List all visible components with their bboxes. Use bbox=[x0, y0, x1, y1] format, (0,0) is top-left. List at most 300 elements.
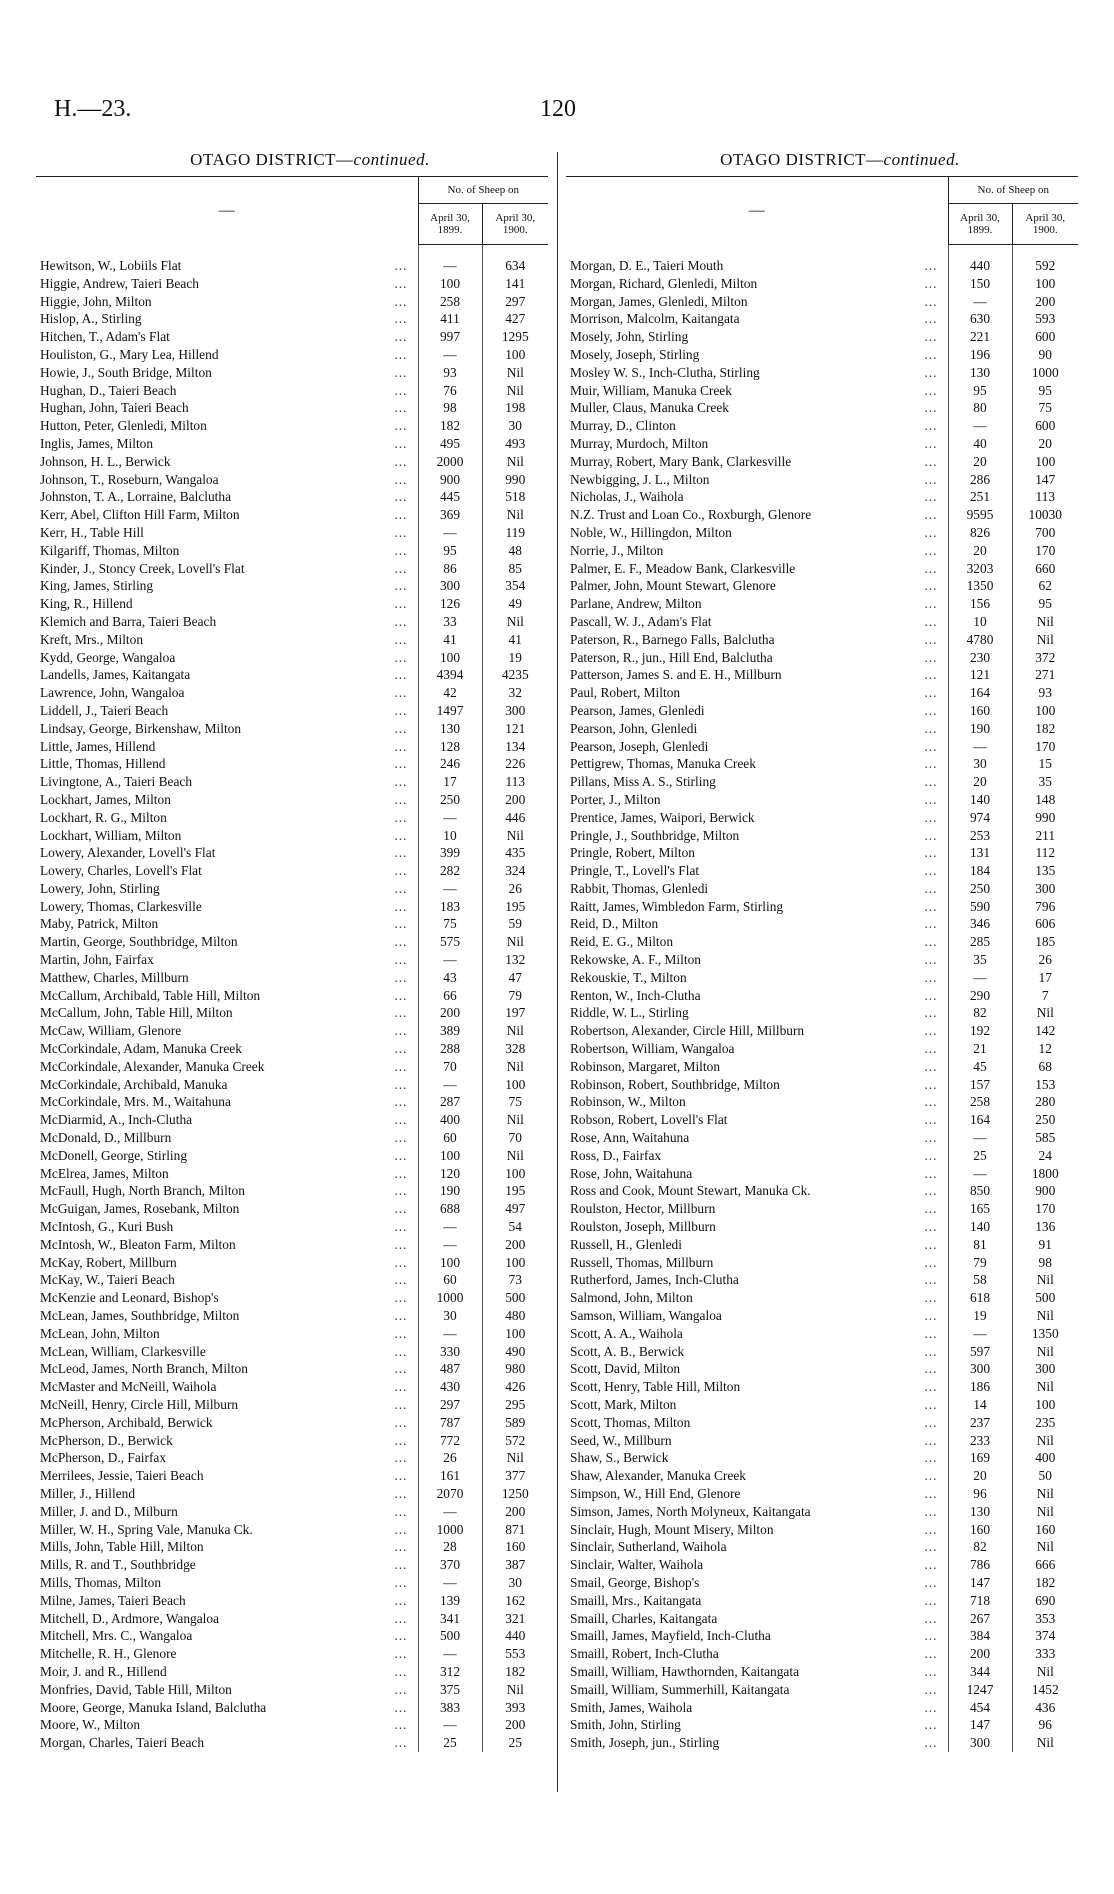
sheep-1900-cell: 121 bbox=[505, 720, 526, 736]
dot-leader: ... bbox=[924, 489, 938, 505]
sheep-1900-cell: 41 bbox=[508, 631, 522, 647]
owner-cell bbox=[36, 1360, 418, 1378]
owner-cell bbox=[566, 915, 948, 933]
dot-leader: ... bbox=[394, 791, 408, 807]
table-row bbox=[36, 720, 548, 738]
dot-leader: ... bbox=[394, 720, 408, 736]
dot-leader: ... bbox=[394, 1735, 408, 1751]
sheep-1900-cell: 333 bbox=[1035, 1646, 1056, 1662]
sheep-1899-cell: 233 bbox=[948, 1432, 1012, 1450]
sheep-1900-cell: 30 bbox=[508, 1574, 522, 1590]
sheep-1899-cell: 82 bbox=[948, 1538, 1012, 1556]
owner-cell bbox=[36, 1254, 418, 1272]
sheep-1900-cell: 593 bbox=[1035, 311, 1056, 327]
table-row bbox=[36, 1663, 548, 1681]
table-row bbox=[566, 631, 1078, 649]
sheep-1899-cell: 156 bbox=[948, 595, 1012, 613]
dot-leader: ... bbox=[924, 1343, 938, 1359]
table-row bbox=[36, 1307, 548, 1325]
owner-cell bbox=[566, 488, 948, 506]
sheep-1900-cell: 1800 bbox=[1031, 1165, 1059, 1181]
table-row bbox=[566, 1432, 1078, 1450]
dot-leader: ... bbox=[924, 400, 938, 416]
sheep-1900-cell: 435 bbox=[505, 845, 526, 861]
dot-leader: ... bbox=[924, 418, 938, 434]
sheep-1900-cell: 377 bbox=[505, 1468, 526, 1484]
owner-name: Muller, Claus, Manuka Creek bbox=[570, 400, 732, 415]
dot-leader: ... bbox=[394, 453, 408, 469]
table-row bbox=[566, 951, 1078, 969]
sheep-1899-cell: 772 bbox=[418, 1432, 482, 1450]
table-row bbox=[566, 417, 1078, 435]
sheep-1900-cell: 436 bbox=[1035, 1699, 1056, 1715]
owner-cell bbox=[36, 506, 418, 524]
sheep-1900-cell: 135 bbox=[1035, 863, 1056, 879]
dot-leader: ... bbox=[394, 1308, 408, 1324]
dot-leader: ... bbox=[394, 1219, 408, 1235]
sheep-1900-cell: 32 bbox=[508, 685, 522, 701]
sheep-1900-cell: 490 bbox=[505, 1343, 526, 1359]
owner-cell bbox=[36, 1627, 418, 1645]
sheep-1899-cell: 250 bbox=[418, 791, 482, 809]
sheep-1900-cell: 148 bbox=[1035, 791, 1056, 807]
sheep-1899-cell: 58 bbox=[948, 1271, 1012, 1289]
sheep-1900-cell: Nil bbox=[1036, 1432, 1054, 1448]
owner-name: King, James, Stirling bbox=[40, 578, 156, 593]
dot-leader: ... bbox=[924, 1290, 938, 1306]
dot-leader: ... bbox=[394, 667, 408, 683]
owner-name: Shaw, S., Berwick bbox=[570, 1450, 671, 1465]
dot-leader: ... bbox=[924, 774, 938, 790]
owner-name: Simson, James, North Molyneux, Kaitangata bbox=[570, 1504, 814, 1519]
dot-leader: ... bbox=[924, 1112, 938, 1128]
owner-cell bbox=[566, 1022, 948, 1040]
dot-leader: ... bbox=[394, 1468, 408, 1484]
owner-name: Johnson, T., Roseburn, Wangaloa bbox=[40, 472, 222, 487]
sheep-1900-cell: 200 bbox=[505, 1236, 526, 1252]
sheep-1900-cell: Nil bbox=[506, 364, 524, 380]
dot-leader: ... bbox=[924, 1485, 938, 1501]
owner-cell bbox=[36, 1111, 418, 1129]
dot-leader: ... bbox=[394, 1130, 408, 1146]
sheep-1900-cell: 200 bbox=[505, 791, 526, 807]
dot-leader: ... bbox=[924, 1361, 938, 1377]
dot-leader: ... bbox=[924, 382, 938, 398]
table-row bbox=[36, 1467, 548, 1485]
owner-cell bbox=[36, 1165, 418, 1183]
table-row bbox=[566, 862, 1078, 880]
owner-cell bbox=[566, 1200, 948, 1218]
sheep-1900-cell: 95 bbox=[1038, 596, 1052, 612]
sheep-1900-cell: Nil bbox=[1036, 1735, 1054, 1751]
owner-cell bbox=[566, 755, 948, 773]
table-row bbox=[36, 275, 548, 293]
owner-cell bbox=[566, 1218, 948, 1236]
sheep-1900-cell: 796 bbox=[1035, 898, 1056, 914]
owner-cell bbox=[566, 862, 948, 880]
owner-name: Milne, James, Taieri Beach bbox=[40, 1593, 189, 1608]
sheep-1899-cell: 287 bbox=[418, 1093, 482, 1111]
sheep-1900-cell: 328 bbox=[505, 1041, 526, 1057]
owner-name: McCorkindale, Archibald, Manuka bbox=[40, 1077, 230, 1092]
sheep-1899-cell: 70 bbox=[418, 1058, 482, 1076]
table-row bbox=[36, 702, 548, 720]
table-row bbox=[36, 346, 548, 364]
dot-leader: ... bbox=[924, 1450, 938, 1466]
sheep-1900-cell: 226 bbox=[505, 756, 526, 772]
sheep-1900-cell: 497 bbox=[505, 1201, 526, 1217]
table-row bbox=[566, 1218, 1078, 1236]
owner-cell bbox=[36, 1467, 418, 1485]
dot-leader: ... bbox=[924, 1735, 938, 1751]
dot-leader: ... bbox=[924, 863, 938, 879]
table-row bbox=[566, 1129, 1078, 1147]
table-row bbox=[566, 969, 1078, 987]
owner-name: McKay, W., Taieri Beach bbox=[40, 1272, 178, 1287]
sheep-1899-cell: 20 bbox=[948, 542, 1012, 560]
sheep-1900-cell: 19 bbox=[508, 649, 522, 665]
table-row bbox=[36, 684, 548, 702]
table-row bbox=[36, 595, 548, 613]
sheep-1899-cell: 190 bbox=[948, 720, 1012, 738]
owner-name: Palmer, E. F., Meadow Bank, Clarkesville bbox=[570, 561, 798, 576]
table-row bbox=[566, 1681, 1078, 1699]
sheep-1899-cell: 184 bbox=[948, 862, 1012, 880]
owner-cell bbox=[566, 1610, 948, 1628]
owner-name: McPherson, D., Fairfax bbox=[40, 1450, 169, 1465]
owner-cell bbox=[566, 1058, 948, 1076]
dot-leader: ... bbox=[924, 257, 938, 273]
dot-leader: ... bbox=[394, 1183, 408, 1199]
owner-cell bbox=[36, 1610, 418, 1628]
table-row bbox=[566, 346, 1078, 364]
sheep-1900-cell: 211 bbox=[1035, 827, 1056, 843]
owner-cell bbox=[566, 1574, 948, 1592]
dot-leader: ... bbox=[924, 969, 938, 985]
dot-leader: ... bbox=[924, 1432, 938, 1448]
sheep-1900-cell: Nil bbox=[506, 1112, 524, 1128]
table-row bbox=[566, 275, 1078, 293]
sheep-1900-cell: 85 bbox=[508, 560, 522, 576]
owner-cell bbox=[36, 666, 418, 684]
owner-cell bbox=[36, 1325, 418, 1343]
dot-leader: ... bbox=[394, 987, 408, 1003]
sheep-1899-cell: 575 bbox=[418, 933, 482, 951]
sheep-1900-cell: Nil bbox=[506, 1147, 524, 1163]
owner-name: Pringle, T., Lovell's Flat bbox=[570, 863, 702, 878]
sheep-1900-cell: 147 bbox=[1035, 471, 1056, 487]
owner-cell bbox=[36, 898, 418, 916]
dot-leader: ... bbox=[394, 1272, 408, 1288]
table-row bbox=[566, 933, 1078, 951]
sheep-1900-cell: 592 bbox=[1035, 258, 1056, 273]
owner-name: Moore, W., Milton bbox=[40, 1717, 143, 1732]
owner-name: Roulston, Hector, Millburn bbox=[570, 1201, 718, 1216]
sheep-1899-cell: 183 bbox=[418, 898, 482, 916]
owner-name: Murray, D., Clinton bbox=[570, 418, 679, 433]
sheep-1899-cell: 157 bbox=[948, 1076, 1012, 1094]
sheep-1899-cell: 21 bbox=[948, 1040, 1012, 1058]
sheep-1900-cell: 446 bbox=[505, 809, 526, 825]
sheep-1899-cell: 41 bbox=[418, 631, 482, 649]
owner-name: Johnson, H. L., Berwick bbox=[40, 454, 174, 469]
table-row bbox=[36, 1360, 548, 1378]
sheep-1900-cell: 15 bbox=[1038, 756, 1052, 772]
table-row bbox=[36, 755, 548, 773]
dot-leader: ... bbox=[394, 1503, 408, 1519]
dot-leader: ... bbox=[924, 1646, 938, 1662]
table-row bbox=[36, 364, 548, 382]
owner-name: Salmond, John, Milton bbox=[570, 1290, 696, 1305]
table-row bbox=[36, 1485, 548, 1503]
sheep-1899-cell: 1000 bbox=[418, 1289, 482, 1307]
sheep-1900-cell: Nil bbox=[1036, 1272, 1054, 1288]
owner-name: Landells, James, Kaitangata bbox=[40, 667, 193, 682]
sheep-1899-cell: — bbox=[948, 417, 1012, 435]
sheep-1899-cell: 121 bbox=[948, 666, 1012, 684]
owner-name: Morrison, Malcolm, Kaitangata bbox=[570, 311, 743, 326]
dot-leader: ... bbox=[924, 471, 938, 487]
owner-name: Hislop, A., Stirling bbox=[40, 311, 145, 326]
owner-name: Smaill, William, Hawthornden, Kaitangata bbox=[570, 1664, 802, 1679]
owner-cell bbox=[566, 1343, 948, 1361]
sheep-1899-cell: 160 bbox=[948, 1521, 1012, 1539]
table-row bbox=[566, 1414, 1078, 1432]
col-1900-header: April 30, 1900. bbox=[482, 204, 548, 245]
sheep-1899-cell: 140 bbox=[948, 791, 1012, 809]
sheep-1900-cell: 354 bbox=[505, 578, 526, 594]
table-row bbox=[566, 506, 1078, 524]
sheep-1900-cell: 136 bbox=[1035, 1219, 1056, 1235]
sheep-1899-cell: 718 bbox=[948, 1592, 1012, 1610]
sheep-1900-cell: 1000 bbox=[1031, 364, 1059, 380]
sheep-1899-cell: 454 bbox=[948, 1699, 1012, 1717]
table-row bbox=[36, 435, 548, 453]
table-row bbox=[566, 720, 1078, 738]
owner-cell bbox=[566, 346, 948, 364]
dot-leader: ... bbox=[924, 578, 938, 594]
dot-leader: ... bbox=[924, 1236, 938, 1252]
dot-leader: ... bbox=[394, 1699, 408, 1715]
table-row bbox=[566, 1521, 1078, 1539]
owner-name: McLean, John, Milton bbox=[40, 1326, 163, 1341]
sheep-1899-cell: — bbox=[948, 293, 1012, 311]
sheep-1900-cell: 197 bbox=[505, 1005, 526, 1021]
owner-cell bbox=[566, 613, 948, 631]
table-row bbox=[566, 1200, 1078, 1218]
owner-name: McPherson, Archibald, Berwick bbox=[40, 1415, 216, 1430]
sheep-1899-cell: 19 bbox=[948, 1307, 1012, 1325]
table-row bbox=[36, 1325, 548, 1343]
owner-name: Shaw, Alexander, Manuka Creek bbox=[570, 1468, 749, 1483]
table-row bbox=[566, 1538, 1078, 1556]
sheep-1899-cell: 130 bbox=[418, 720, 482, 738]
dot-leader: ... bbox=[394, 827, 408, 843]
owner-name: Rekowske, A. F., Milton bbox=[570, 952, 704, 967]
dot-leader: ... bbox=[394, 969, 408, 985]
sheep-1899-cell: 42 bbox=[418, 684, 482, 702]
sheep-1899-cell: — bbox=[418, 1574, 482, 1592]
sheep-1900-cell: 589 bbox=[505, 1414, 526, 1430]
sheep-1899-cell: 130 bbox=[948, 1503, 1012, 1521]
table-row bbox=[36, 293, 548, 311]
table-row bbox=[566, 827, 1078, 845]
table-row bbox=[36, 987, 548, 1005]
table-row bbox=[566, 791, 1078, 809]
dot-leader: ... bbox=[394, 1432, 408, 1448]
table-row bbox=[566, 915, 1078, 933]
owner-cell bbox=[36, 1538, 418, 1556]
sheep-1899-cell: — bbox=[948, 1129, 1012, 1147]
owner-name: Rose, Ann, Waitahuna bbox=[570, 1130, 692, 1145]
district-title-main: OTAGO DISTRICT— bbox=[720, 150, 884, 169]
sheep-1899-cell: — bbox=[418, 346, 482, 364]
sheep-1899-cell: 997 bbox=[418, 328, 482, 346]
sheep-1899-cell: — bbox=[418, 951, 482, 969]
table-row bbox=[36, 1236, 548, 1254]
owner-cell bbox=[566, 951, 948, 969]
sheep-group-header: No. of Sheep on bbox=[948, 177, 1078, 204]
owner-cell bbox=[36, 310, 418, 328]
sheep-1900-cell: 690 bbox=[1035, 1592, 1056, 1608]
owner-cell bbox=[36, 1271, 418, 1289]
owner-cell bbox=[566, 1254, 948, 1272]
dot-leader: ... bbox=[924, 1165, 938, 1181]
owner-cell bbox=[36, 684, 418, 702]
owner-cell bbox=[36, 524, 418, 542]
sheep-1900-cell: Nil bbox=[1036, 1503, 1054, 1519]
owner-cell bbox=[36, 488, 418, 506]
owner-cell bbox=[566, 880, 948, 898]
sheep-1899-cell: 384 bbox=[948, 1627, 1012, 1645]
dot-leader: ... bbox=[394, 489, 408, 505]
owner-name: McDonald, D., Millburn bbox=[40, 1130, 174, 1145]
owner-cell bbox=[36, 987, 418, 1005]
dot-leader: ... bbox=[924, 1130, 938, 1146]
owner-name: Hutton, Peter, Glenledi, Milton bbox=[40, 418, 210, 433]
sheep-1899-cell: 95 bbox=[418, 542, 482, 560]
sheep-1900-cell: 585 bbox=[1035, 1130, 1056, 1146]
owner-cell bbox=[566, 1556, 948, 1574]
sheep-1899-cell: 25 bbox=[948, 1147, 1012, 1165]
owner-cell bbox=[566, 275, 948, 293]
owner-cell bbox=[36, 809, 418, 827]
owner-name: Merrilees, Jessie, Taieri Beach bbox=[40, 1468, 207, 1483]
table-row bbox=[566, 1111, 1078, 1129]
owner-name: Hughan, D., Taieri Beach bbox=[40, 383, 179, 398]
dot-leader: ... bbox=[394, 1147, 408, 1163]
owner-cell bbox=[36, 969, 418, 987]
owner-cell bbox=[566, 1129, 948, 1147]
owner-name: Porter, J., Milton bbox=[570, 792, 664, 807]
sheep-1900-cell: 100 bbox=[1035, 1397, 1056, 1412]
table-row bbox=[566, 1343, 1078, 1361]
owner-name: McGuigan, James, Rosebank, Milton bbox=[40, 1201, 242, 1216]
sheep-1900-cell: 59 bbox=[508, 916, 522, 932]
sheep-1900-cell: 297 bbox=[505, 293, 526, 309]
sheep-1900-cell: 100 bbox=[505, 1325, 526, 1341]
table-row bbox=[566, 1467, 1078, 1485]
sheep-1900-cell: 300 bbox=[1035, 1361, 1056, 1377]
table-row bbox=[566, 364, 1078, 382]
dot-leader: ... bbox=[924, 845, 938, 861]
dot-leader: ... bbox=[924, 1058, 938, 1074]
dot-leader: ... bbox=[924, 1521, 938, 1537]
sheep-1900-cell: 200 bbox=[1035, 293, 1056, 309]
owner-cell bbox=[566, 987, 948, 1005]
sheep-1900-cell: 70 bbox=[508, 1130, 522, 1146]
owner-cell bbox=[36, 862, 418, 880]
sheep-group-header: No. of Sheep on bbox=[418, 177, 548, 204]
dot-leader: ... bbox=[394, 1325, 408, 1341]
owner-cell bbox=[566, 827, 948, 845]
owner-cell bbox=[566, 1449, 948, 1467]
dot-leader: ... bbox=[924, 1076, 938, 1092]
sheep-1900-cell: 90 bbox=[1038, 346, 1052, 362]
table-row bbox=[566, 1182, 1078, 1200]
owner-cell bbox=[36, 328, 418, 346]
table-row bbox=[566, 1574, 1078, 1592]
owner-name: Paterson, R., Barnego Falls, Balclutha bbox=[570, 632, 778, 647]
dot-leader: ... bbox=[394, 1361, 408, 1377]
sheep-1900-cell: 4235 bbox=[501, 667, 529, 683]
owner-name: Reid, E. G., Milton bbox=[570, 934, 676, 949]
owner-cell bbox=[566, 1236, 948, 1254]
sheep-1899-cell: 369 bbox=[418, 506, 482, 524]
sheep-1899-cell: 251 bbox=[948, 488, 1012, 506]
sheep-1900-cell: 353 bbox=[1035, 1610, 1056, 1626]
sheep-1900-cell: 195 bbox=[505, 1183, 526, 1199]
sheep-1899-cell: 147 bbox=[948, 1716, 1012, 1734]
table-row bbox=[566, 898, 1078, 916]
table-row bbox=[36, 1734, 548, 1752]
sheep-1900-cell: 119 bbox=[505, 524, 526, 540]
owner-cell bbox=[566, 1699, 948, 1717]
owner-cell bbox=[36, 631, 418, 649]
owner-cell bbox=[36, 560, 418, 578]
dot-leader: ... bbox=[924, 649, 938, 665]
sheep-1900-cell: 300 bbox=[505, 702, 526, 718]
sheep-1899-cell: — bbox=[418, 524, 482, 542]
sheep-1899-cell: 900 bbox=[418, 471, 482, 489]
owner-name: Monfries, David, Table Hill, Milton bbox=[40, 1682, 235, 1697]
sheep-1900-cell: 162 bbox=[505, 1592, 526, 1608]
table-row bbox=[566, 524, 1078, 542]
sheep-1899-cell: — bbox=[418, 1716, 482, 1734]
sheep-1900-cell: 100 bbox=[1035, 702, 1056, 718]
sheep-1900-cell: 198 bbox=[505, 400, 526, 416]
dot-leader: ... bbox=[924, 702, 938, 718]
sheep-1899-cell: 161 bbox=[418, 1467, 482, 1485]
owner-name: Riddle, W. L., Stirling bbox=[570, 1005, 692, 1020]
sheep-1899-cell: 10 bbox=[948, 613, 1012, 631]
owner-cell bbox=[566, 631, 948, 649]
sheep-1900-cell: 26 bbox=[1038, 952, 1052, 968]
owner-name: Morgan, Richard, Glenledi, Milton bbox=[570, 276, 760, 291]
table-row bbox=[566, 844, 1078, 862]
owner-name: Sinclair, Sutherland, Waihola bbox=[570, 1539, 730, 1554]
dot-leader: ... bbox=[394, 1005, 408, 1021]
owner-cell bbox=[566, 453, 948, 471]
owner-name: Smaill, Mrs., Kaitangata bbox=[570, 1593, 704, 1608]
owner-cell bbox=[36, 595, 418, 613]
owner-name: McLean, James, Southbridge, Milton bbox=[40, 1308, 242, 1323]
sheep-1899-cell: 495 bbox=[418, 435, 482, 453]
table-row bbox=[566, 488, 1078, 506]
sheep-1900-cell: 75 bbox=[1038, 400, 1052, 416]
dot-leader: ... bbox=[924, 346, 938, 362]
owner-cell bbox=[36, 382, 418, 400]
